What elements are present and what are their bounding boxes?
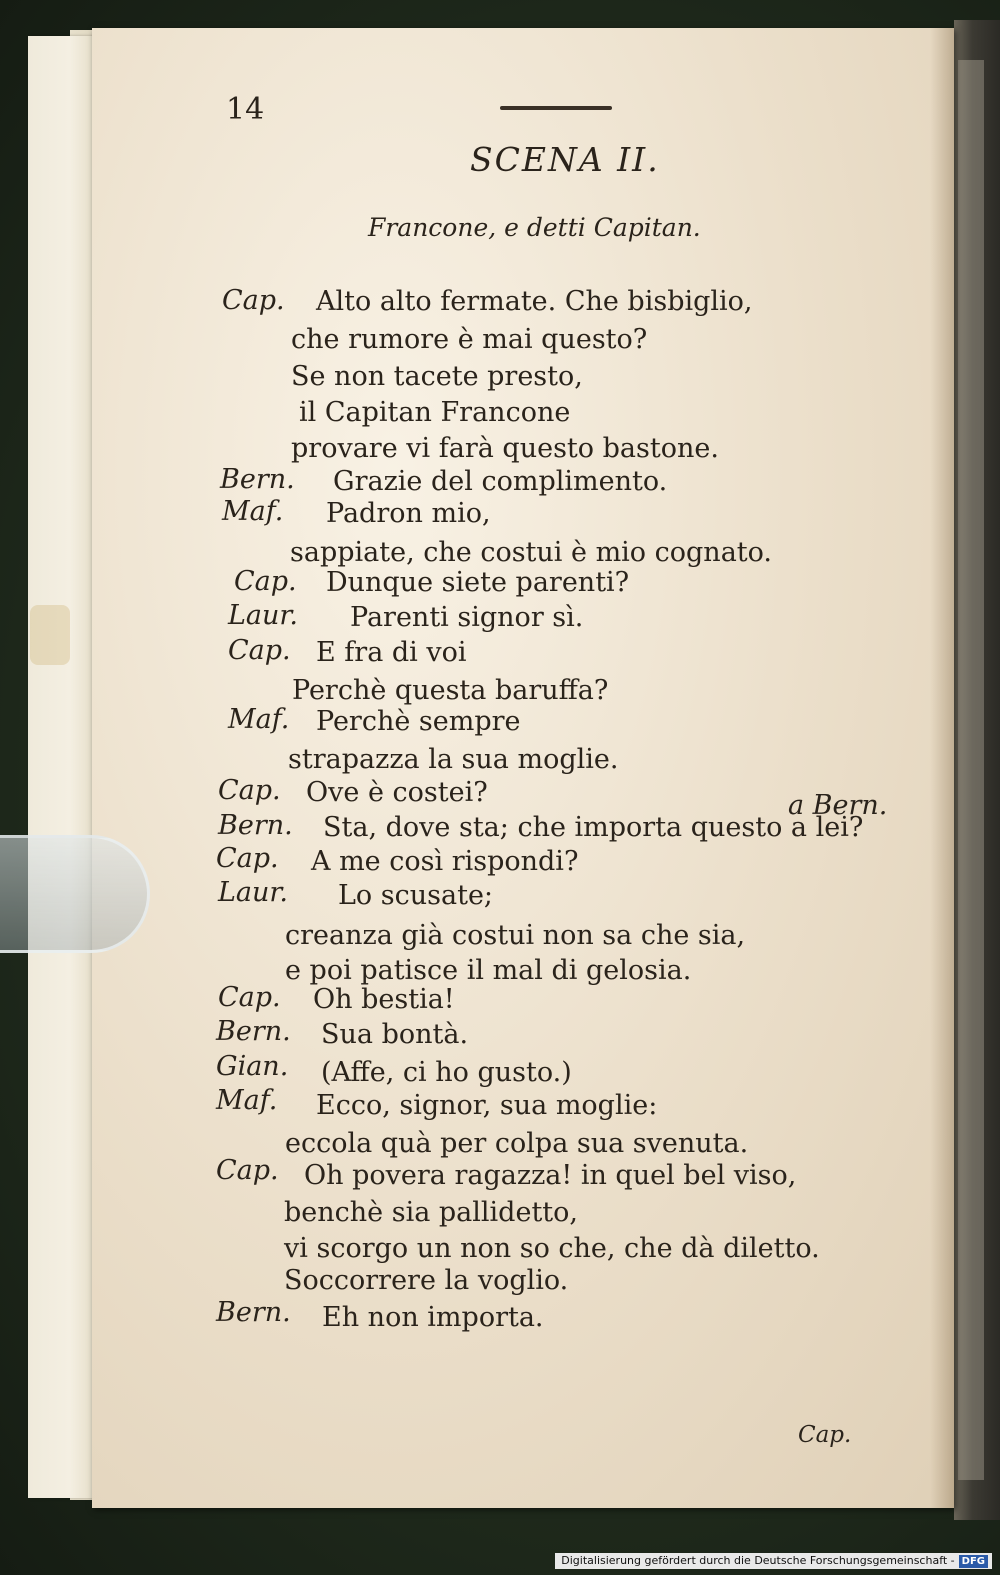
dialogue-line: Grazie del complimento. [333, 466, 668, 497]
speaker-label: Cap. [218, 775, 281, 806]
dialogue-line: Sua bontà. [321, 1019, 469, 1050]
speaker-label: Cap. [216, 843, 279, 874]
paper-stain [30, 605, 70, 665]
stage-direction: a Bern. [788, 790, 888, 821]
page-clip [0, 835, 150, 953]
dialogue-line: Soccorrere la voglio. [284, 1265, 569, 1296]
speaker-label: Bern. [220, 464, 295, 495]
speaker-label: Cap. [222, 285, 285, 316]
speaker-label: Cap. [228, 635, 291, 666]
dialogue-line: sappiate, che costui è mio cognato. [290, 537, 773, 568]
page-number: 14 [226, 92, 265, 127]
speaker-label: Laur. [228, 600, 298, 631]
dialogue-line: Perchè sempre [316, 706, 521, 737]
dialogue-line: strapazza la sua moglie. [288, 744, 619, 775]
dialogue-line: che rumore è mai questo? [291, 324, 648, 355]
speaker-label: Cap. [218, 982, 281, 1013]
dialogue-line: Oh bestia! [313, 984, 455, 1015]
right-page-edge [954, 20, 1000, 1520]
dialogue-line: Ecco, signor, sua moglie: [316, 1090, 658, 1121]
dialogue-line: E fra di voi [316, 637, 467, 668]
dialogue-line: Ove è costei? [306, 777, 488, 808]
speaker-label: Maf. [222, 496, 284, 527]
speaker-label: Cap. [216, 1155, 279, 1186]
dialogue-line: Dunque siete parenti? [326, 567, 630, 598]
cast-line: Francone, e detti Capitan. [368, 213, 701, 242]
dfg-logo-icon: DFG [959, 1555, 988, 1568]
dialogue-line: Lo scusate; [338, 880, 494, 911]
speaker-label: Maf. [228, 704, 290, 735]
speaker-label: Bern. [218, 810, 293, 841]
dialogue-line: Perchè questa baruffa? [292, 675, 609, 706]
dialogue-line: provare vi farà questo bastone. [291, 433, 719, 464]
speaker-label: Bern. [216, 1297, 291, 1328]
dialogue-line: Sta, dove sta; che importa questo a lei? [323, 812, 864, 843]
speaker-label: Cap. [234, 566, 297, 597]
speaker-label: Gian. [216, 1051, 289, 1082]
dialogue-line: creanza già costui non sa che sia, [285, 920, 746, 951]
dialogue-line: e poi patisce il mal di gelosia. [285, 955, 692, 986]
dialogue-line: Oh povera ragazza! in quel bel viso, [304, 1160, 797, 1191]
left-page-stack [28, 36, 98, 1498]
dialogue-line: A me così rispondi? [311, 846, 579, 877]
scene-title: SCENA II. [470, 140, 660, 179]
dialogue-line: vi scorgo un non so che, che dà diletto. [284, 1233, 820, 1264]
dialogue-line: Alto alto fermate. Che bisbiglio, [316, 286, 753, 317]
speaker-label: Laur. [218, 877, 288, 908]
footer-text: Digitalisierung gefördert durch die Deutsche Forschungsgemeinschaft - [561, 1554, 955, 1567]
attribution-footer [555, 1553, 992, 1569]
dialogue-line: eccola quà per colpa sua svenuta. [285, 1128, 749, 1159]
speaker-label: Maf. [216, 1085, 278, 1116]
header-rule [500, 106, 612, 110]
dialogue-line: benchè sia pallidetto, [284, 1197, 578, 1228]
catchword: Cap. [798, 1422, 852, 1448]
dialogue-line: Parenti signor sì. [350, 602, 584, 633]
speaker-label: Bern. [216, 1016, 291, 1047]
dialogue-line: (Affe, ci ho gusto.) [321, 1057, 572, 1088]
dialogue-line: Eh non importa. [322, 1302, 544, 1333]
dialogue-line: il Capitan Francone [299, 397, 571, 428]
dialogue-line: Padron mio, [326, 498, 491, 529]
dialogue-line: Se non tacete presto, [291, 361, 583, 392]
